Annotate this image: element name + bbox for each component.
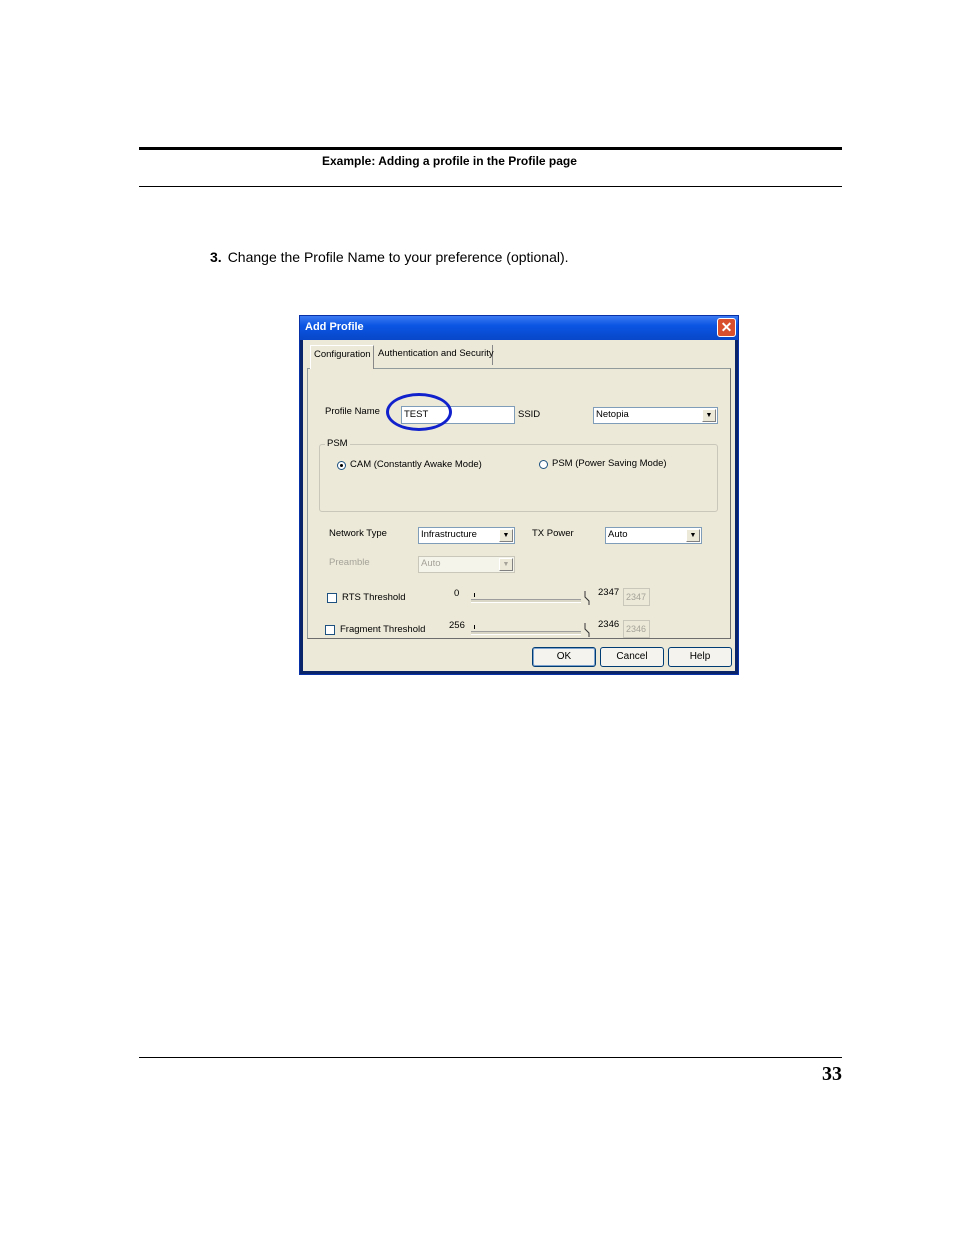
rts-slider-tick — [474, 593, 475, 597]
profile-name-input[interactable]: TEST — [401, 406, 515, 424]
chevron-down-icon: ▼ — [499, 529, 513, 542]
cam-radio[interactable] — [337, 461, 346, 470]
page-number: 33 — [822, 1063, 842, 1085]
highlight-ring — [386, 393, 452, 431]
rts-value-field[interactable]: 2347 — [623, 588, 650, 606]
footer-rule — [139, 1057, 842, 1058]
help-button[interactable]: Help — [668, 647, 732, 667]
dialog-client-area — [303, 340, 735, 671]
network-type-label: Network Type — [329, 528, 387, 539]
fragment-slider-tick — [474, 625, 475, 629]
tx-power-label: TX Power — [532, 528, 574, 539]
tab-authentication-security-label: Authentication and Security — [378, 348, 494, 359]
psm-group — [319, 444, 718, 512]
cancel-button[interactable]: Cancel — [600, 647, 664, 667]
ssid-value: Netopia — [596, 409, 629, 420]
fragment-slider-track[interactable] — [471, 631, 581, 635]
psm-label: PSM (Power Saving Mode) — [552, 458, 667, 469]
tx-power-value: Auto — [608, 529, 628, 540]
preamble-select[interactable] — [418, 556, 515, 573]
close-button[interactable] — [717, 318, 736, 337]
psm-group-title: PSM — [327, 438, 348, 449]
header-rule-top — [139, 147, 842, 150]
close-icon: ✕ — [720, 319, 733, 335]
rts-threshold-checkbox[interactable] — [327, 593, 337, 603]
ssid-label: SSID — [518, 409, 541, 420]
cam-label: CAM (Constantly Awake Mode) — [350, 459, 482, 470]
psm-radio[interactable] — [539, 460, 548, 469]
header-rule-bottom — [139, 186, 842, 187]
fragment-value-field[interactable]: 2346 — [623, 620, 650, 638]
chevron-down-icon: ▼ — [499, 558, 513, 571]
tab-authentication-security[interactable] — [375, 345, 493, 365]
tx-power-select[interactable] — [605, 527, 702, 544]
fragment-slider-thumb[interactable] — [584, 623, 591, 637]
network-type-value: Infrastructure — [421, 529, 477, 540]
chevron-down-icon: ▼ — [702, 409, 716, 422]
step-instruction — [210, 249, 569, 265]
preamble-value: Auto — [421, 558, 441, 569]
step-number: 3. — [210, 249, 222, 265]
chevron-down-icon: ▼ — [686, 529, 700, 542]
rts-slider-thumb[interactable] — [584, 591, 591, 605]
tab-configuration-label: Configuration — [314, 349, 371, 360]
rts-slider-track[interactable] — [471, 599, 581, 603]
rts-threshold-label: RTS Threshold — [342, 592, 406, 603]
profile-name-label: Profile Name — [325, 406, 380, 417]
fragment-min-label: 256 — [449, 620, 465, 631]
step-text: Change the Profile Name to your preference (optional). — [227, 249, 569, 265]
add-profile-dialog — [299, 315, 739, 675]
fragment-threshold-label: Fragment Threshold — [340, 624, 426, 635]
dialog-titlebar[interactable] — [300, 316, 738, 340]
ok-button[interactable]: OK — [532, 647, 596, 667]
fragment-threshold-checkbox[interactable] — [325, 625, 335, 635]
network-type-select[interactable] — [418, 527, 515, 544]
header-caption: Example: Adding a profile in the Profile page — [322, 154, 577, 168]
rts-max-label: 2347 — [598, 587, 620, 598]
fragment-max-label: 2346 — [598, 619, 620, 630]
rts-min-label: 0 — [454, 588, 460, 599]
ssid-select[interactable] — [593, 407, 718, 424]
tab-configuration[interactable] — [310, 345, 374, 369]
dialog-title: Add Profile — [305, 321, 364, 333]
preamble-label: Preamble — [329, 557, 370, 568]
configuration-panel — [307, 368, 731, 639]
